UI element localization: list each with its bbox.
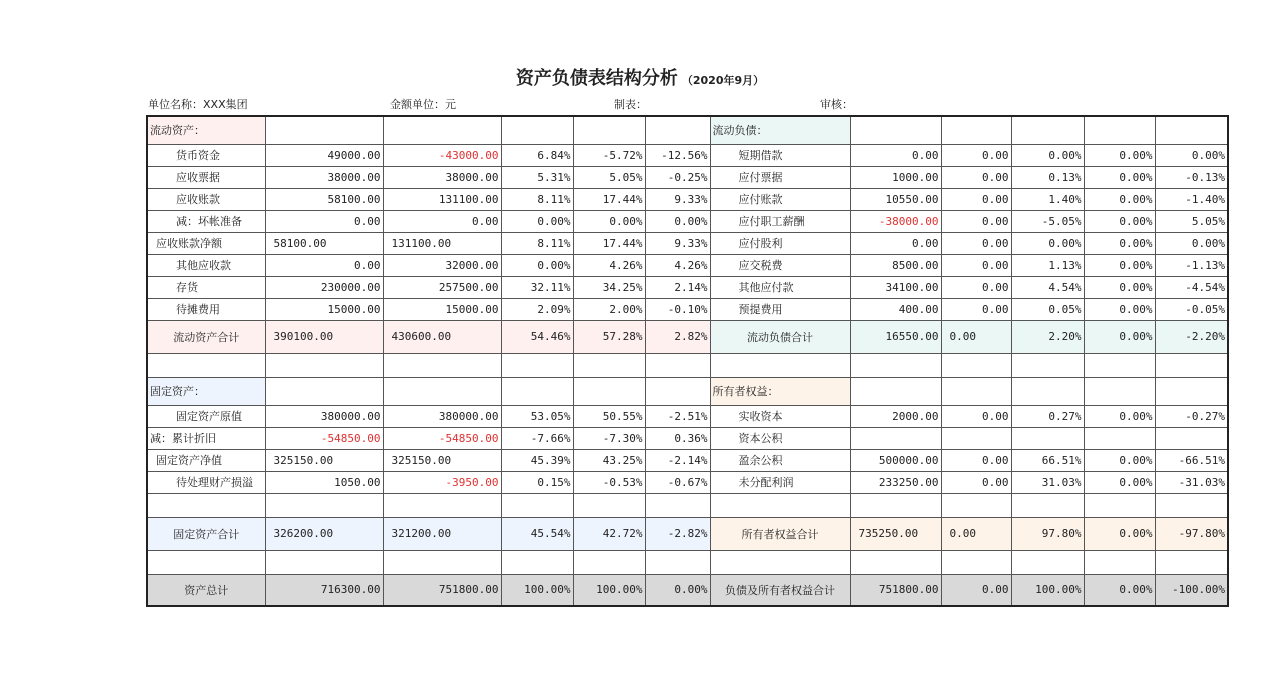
cell[interactable]: 应付票据 — [710, 166, 850, 188]
cell[interactable]: 0.00 — [941, 471, 1011, 493]
cell[interactable]: 325150.00 — [265, 449, 383, 471]
cell[interactable]: 流动资产合计 — [147, 320, 265, 353]
cell[interactable]: -4.54% — [1155, 276, 1228, 298]
cell[interactable]: 233250.00 — [850, 471, 941, 493]
table-row — [147, 254, 1228, 276]
cell[interactable]: 预提费用 — [710, 298, 850, 320]
cell[interactable]: 0.00% — [1084, 320, 1155, 353]
cell[interactable]: 16550.00 — [850, 320, 941, 353]
cell[interactable]: 6.84% — [501, 144, 573, 166]
cell[interactable]: 17.44% — [573, 188, 645, 210]
subtotal-row — [147, 320, 1228, 353]
blank-row — [147, 353, 1228, 377]
cell[interactable] — [383, 493, 501, 517]
cell[interactable]: 1050.00 — [265, 471, 383, 493]
grand-total-row — [147, 574, 1228, 606]
cell[interactable]: 0.15% — [501, 471, 573, 493]
audited-by: 审核： — [820, 98, 853, 111]
cell[interactable]: 固定资产： — [147, 377, 265, 405]
cell[interactable]: 380000.00 — [383, 405, 501, 427]
table-row — [147, 405, 1228, 427]
cell[interactable]: 应付账款 — [710, 188, 850, 210]
cell[interactable]: 735250.00 — [850, 517, 941, 550]
cell[interactable]: 500000.00 — [850, 449, 941, 471]
table-row — [147, 298, 1228, 320]
cell[interactable]: 42.72% — [573, 517, 645, 550]
cell[interactable]: 资本公积 — [710, 427, 850, 449]
cell[interactable]: 1000.00 — [850, 166, 941, 188]
cell[interactable] — [1084, 493, 1155, 517]
cell[interactable]: 58100.00 — [265, 188, 383, 210]
cell[interactable]: 固定资产原值 — [147, 405, 265, 427]
cell[interactable] — [850, 353, 941, 377]
cell[interactable]: 0.00% — [1084, 276, 1155, 298]
cell[interactable]: 34100.00 — [850, 276, 941, 298]
cell[interactable]: -2.14% — [645, 449, 710, 471]
cell[interactable]: -3950.00 — [383, 471, 501, 493]
cell[interactable]: 0.00 — [941, 298, 1011, 320]
cell[interactable]: -43000.00 — [383, 144, 501, 166]
cell[interactable] — [645, 377, 710, 405]
cell[interactable] — [1084, 427, 1155, 449]
company-name: 单位名称：XXX集团 — [148, 98, 248, 111]
cell[interactable]: 2.82% — [645, 320, 710, 353]
cell[interactable]: -97.80% — [1155, 517, 1228, 550]
cell[interactable] — [147, 550, 265, 574]
cell[interactable] — [1011, 427, 1084, 449]
cell[interactable]: -31.03% — [1155, 471, 1228, 493]
cell[interactable]: 0.00% — [1084, 188, 1155, 210]
cell[interactable]: 流动负债合计 — [710, 320, 850, 353]
cell[interactable]: 0.00% — [1084, 144, 1155, 166]
cell[interactable]: 0.13% — [1011, 166, 1084, 188]
cell[interactable]: 1.13% — [1011, 254, 1084, 276]
cell[interactable]: 待摊费用 — [147, 298, 265, 320]
blank-row — [147, 550, 1228, 574]
cell[interactable]: -2.82% — [645, 517, 710, 550]
cell[interactable]: 66.51% — [1011, 449, 1084, 471]
cell[interactable] — [147, 353, 265, 377]
cell[interactable]: 0.00 — [941, 320, 1011, 353]
cell[interactable]: 31.03% — [1011, 471, 1084, 493]
cell[interactable]: 430600.00 — [383, 320, 501, 353]
cell[interactable]: 45.54% — [501, 517, 573, 550]
cell[interactable]: -7.30% — [573, 427, 645, 449]
cell[interactable] — [850, 377, 941, 405]
cell[interactable]: 38000.00 — [383, 166, 501, 188]
cell[interactable]: -100.00% — [1155, 574, 1228, 606]
cell[interactable] — [1155, 427, 1228, 449]
cell[interactable]: 43.25% — [573, 449, 645, 471]
cell[interactable]: 1.40% — [1011, 188, 1084, 210]
cell[interactable]: 流动资产： — [147, 116, 265, 144]
table-row — [147, 232, 1228, 254]
cell[interactable]: 应收账款 — [147, 188, 265, 210]
cell[interactable] — [1084, 353, 1155, 377]
cell[interactable] — [1011, 116, 1084, 144]
cell[interactable]: 0.00 — [850, 232, 941, 254]
cell[interactable]: 58100.00 — [265, 232, 383, 254]
cell[interactable] — [645, 353, 710, 377]
cell[interactable]: 0.00% — [1084, 298, 1155, 320]
cell[interactable] — [850, 550, 941, 574]
cell[interactable]: 2.14% — [645, 276, 710, 298]
cell[interactable] — [383, 116, 501, 144]
cell[interactable] — [383, 550, 501, 574]
table-row — [147, 427, 1228, 449]
cell[interactable]: 4.26% — [645, 254, 710, 276]
cell[interactable]: 0.00% — [1155, 232, 1228, 254]
cell[interactable]: 0.00 — [941, 210, 1011, 232]
cell[interactable] — [1155, 377, 1228, 405]
cell[interactable] — [265, 550, 383, 574]
cell[interactable]: 50.55% — [573, 405, 645, 427]
cell[interactable]: 15000.00 — [265, 298, 383, 320]
cell[interactable]: 0.00 — [941, 166, 1011, 188]
cell[interactable]: 10550.00 — [850, 188, 941, 210]
cell[interactable]: 380000.00 — [265, 405, 383, 427]
cell[interactable]: 0.00 — [383, 210, 501, 232]
cell[interactable]: 17.44% — [573, 232, 645, 254]
cell[interactable]: 57.28% — [573, 320, 645, 353]
table-row — [147, 276, 1228, 298]
cell[interactable]: 8500.00 — [850, 254, 941, 276]
cell[interactable]: 326200.00 — [265, 517, 383, 550]
cell[interactable]: -2.20% — [1155, 320, 1228, 353]
cell[interactable]: 45.39% — [501, 449, 573, 471]
cell[interactable]: 所有者权益： — [710, 377, 850, 405]
cell[interactable]: 32.11% — [501, 276, 573, 298]
cell[interactable]: -0.10% — [645, 298, 710, 320]
cell[interactable] — [383, 353, 501, 377]
cell[interactable] — [1084, 377, 1155, 405]
cell[interactable] — [1011, 353, 1084, 377]
cell[interactable]: 5.31% — [501, 166, 573, 188]
cell[interactable]: -0.67% — [645, 471, 710, 493]
cell[interactable]: 15000.00 — [383, 298, 501, 320]
cell[interactable] — [850, 116, 941, 144]
cell[interactable] — [1155, 353, 1228, 377]
cell[interactable] — [850, 427, 941, 449]
cell[interactable]: 0.27% — [1011, 405, 1084, 427]
cell[interactable]: 货币资金 — [147, 144, 265, 166]
cell[interactable]: -0.53% — [573, 471, 645, 493]
cell[interactable] — [501, 353, 573, 377]
cell[interactable]: 应收账款净额 — [147, 232, 265, 254]
cell[interactable]: 流动负债： — [710, 116, 850, 144]
cell[interactable]: 固定资产合计 — [147, 517, 265, 550]
cell[interactable]: 所有者权益合计 — [710, 517, 850, 550]
cell[interactable]: 0.00 — [265, 254, 383, 276]
cell[interactable]: 751800.00 — [383, 574, 501, 606]
cell[interactable]: 0.00 — [941, 144, 1011, 166]
cell[interactable]: 0.00% — [1011, 144, 1084, 166]
cell[interactable]: 其他应付款 — [710, 276, 850, 298]
cell[interactable]: 400.00 — [850, 298, 941, 320]
table-row — [147, 188, 1228, 210]
section-header-row — [147, 116, 1228, 144]
cell[interactable]: 0.00% — [1084, 210, 1155, 232]
cell[interactable]: 0.00 — [941, 232, 1011, 254]
table-row — [147, 144, 1228, 166]
cell[interactable] — [1155, 493, 1228, 517]
table-row — [147, 449, 1228, 471]
cell[interactable]: 短期借款 — [710, 144, 850, 166]
cell[interactable] — [383, 377, 501, 405]
cell[interactable]: -54850.00 — [265, 427, 383, 449]
prepared-by: 制表： — [614, 98, 647, 111]
cell[interactable]: 390100.00 — [265, 320, 383, 353]
cell[interactable] — [1155, 116, 1228, 144]
cell[interactable]: 257500.00 — [383, 276, 501, 298]
cell[interactable]: 9.33% — [645, 232, 710, 254]
cell[interactable]: 存货 — [147, 276, 265, 298]
cell[interactable]: 0.00% — [1084, 254, 1155, 276]
cell[interactable] — [1011, 377, 1084, 405]
cell[interactable]: 0.00% — [1155, 144, 1228, 166]
cell[interactable]: 0.00 — [941, 254, 1011, 276]
cell[interactable]: 0.00% — [501, 254, 573, 276]
cell[interactable] — [941, 353, 1011, 377]
cell[interactable]: 减：坏帐准备 — [147, 210, 265, 232]
cell[interactable]: 5.05% — [1155, 210, 1228, 232]
cell[interactable]: 0.00 — [941, 188, 1011, 210]
cell[interactable] — [1084, 550, 1155, 574]
cell[interactable]: 230000.00 — [265, 276, 383, 298]
cell[interactable] — [147, 493, 265, 517]
cell[interactable] — [710, 550, 850, 574]
table-row — [147, 166, 1228, 188]
cell[interactable]: 100.00% — [1011, 574, 1084, 606]
cell[interactable]: -0.05% — [1155, 298, 1228, 320]
cell[interactable] — [501, 493, 573, 517]
cell[interactable]: 2.20% — [1011, 320, 1084, 353]
subtotal-row — [147, 517, 1228, 550]
cell[interactable] — [1011, 493, 1084, 517]
cell[interactable]: -2.51% — [645, 405, 710, 427]
cell[interactable] — [501, 116, 573, 144]
cell[interactable] — [710, 493, 850, 517]
cell[interactable]: 131100.00 — [383, 232, 501, 254]
cell[interactable]: 应交税费 — [710, 254, 850, 276]
cell[interactable]: -5.05% — [1011, 210, 1084, 232]
cell[interactable]: 100.00% — [501, 574, 573, 606]
cell[interactable]: 9.33% — [645, 188, 710, 210]
cell[interactable]: 32000.00 — [383, 254, 501, 276]
cell[interactable]: 34.25% — [573, 276, 645, 298]
cell[interactable]: 2.00% — [573, 298, 645, 320]
cell[interactable]: 0.05% — [1011, 298, 1084, 320]
cell[interactable]: 325150.00 — [383, 449, 501, 471]
cell[interactable] — [1011, 550, 1084, 574]
cell[interactable] — [573, 493, 645, 517]
cell[interactable]: 0.00 — [850, 144, 941, 166]
cell[interactable] — [573, 550, 645, 574]
cell[interactable]: 2000.00 — [850, 405, 941, 427]
cell[interactable]: 0.00% — [1084, 574, 1155, 606]
cell[interactable]: 49000.00 — [265, 144, 383, 166]
cell[interactable]: -7.66% — [501, 427, 573, 449]
cell[interactable] — [941, 116, 1011, 144]
cell[interactable]: 实收资本 — [710, 405, 850, 427]
cell[interactable]: 5.05% — [573, 166, 645, 188]
cell[interactable] — [941, 427, 1011, 449]
cell[interactable]: 0.00% — [1084, 232, 1155, 254]
cell[interactable]: 待处理财产损溢 — [147, 471, 265, 493]
cell[interactable]: -12.56% — [645, 144, 710, 166]
cell[interactable]: 负债及所有者权益合计 — [710, 574, 850, 606]
cell[interactable] — [265, 377, 383, 405]
cell[interactable] — [265, 116, 383, 144]
cell[interactable]: 0.00% — [1084, 166, 1155, 188]
cell[interactable]: 0.00% — [501, 210, 573, 232]
cell[interactable] — [645, 116, 710, 144]
cell[interactable]: 100.00% — [573, 574, 645, 606]
cell[interactable]: 131100.00 — [383, 188, 501, 210]
cell[interactable]: 716300.00 — [265, 574, 383, 606]
cell[interactable]: 未分配利润 — [710, 471, 850, 493]
cell[interactable]: 2.09% — [501, 298, 573, 320]
cell[interactable]: 321200.00 — [383, 517, 501, 550]
cell[interactable]: 97.80% — [1011, 517, 1084, 550]
cell[interactable]: 54.46% — [501, 320, 573, 353]
cell[interactable]: 751800.00 — [850, 574, 941, 606]
cell[interactable] — [941, 550, 1011, 574]
currency-unit: 金额单位：元 — [390, 98, 456, 111]
cell[interactable]: -54850.00 — [383, 427, 501, 449]
cell[interactable]: 0.00 — [941, 517, 1011, 550]
cell[interactable] — [573, 377, 645, 405]
cell[interactable]: 4.54% — [1011, 276, 1084, 298]
balance-sheet-table — [146, 115, 1229, 607]
cell[interactable]: 0.00% — [1084, 449, 1155, 471]
cell[interactable] — [573, 116, 645, 144]
cell[interactable] — [1155, 550, 1228, 574]
cell[interactable]: 应收票据 — [147, 166, 265, 188]
blank-row — [147, 493, 1228, 517]
cell[interactable] — [850, 493, 941, 517]
cell[interactable]: 0.00 — [941, 449, 1011, 471]
cell[interactable]: 8.11% — [501, 232, 573, 254]
cell[interactable]: -0.27% — [1155, 405, 1228, 427]
cell[interactable] — [645, 493, 710, 517]
cell[interactable]: -0.13% — [1155, 166, 1228, 188]
cell[interactable] — [265, 353, 383, 377]
cell[interactable] — [941, 493, 1011, 517]
cell[interactable] — [1084, 116, 1155, 144]
cell[interactable]: 固定资产净值 — [147, 449, 265, 471]
cell[interactable]: 应付职工薪酬 — [710, 210, 850, 232]
cell[interactable]: 0.00% — [1084, 471, 1155, 493]
cell[interactable]: 应付股利 — [710, 232, 850, 254]
cell[interactable] — [265, 493, 383, 517]
table-row — [147, 210, 1228, 232]
cell[interactable]: 0.00 — [941, 276, 1011, 298]
report-title-period: （2020年9月） — [681, 74, 765, 87]
cell[interactable]: 0.36% — [645, 427, 710, 449]
cell[interactable]: 0.00% — [1084, 405, 1155, 427]
cell[interactable] — [501, 550, 573, 574]
cell[interactable]: 减：累计折旧 — [147, 427, 265, 449]
cell[interactable]: 0.00% — [645, 210, 710, 232]
cell[interactable]: 4.26% — [573, 254, 645, 276]
cell[interactable]: 其他应收款 — [147, 254, 265, 276]
cell[interactable] — [645, 550, 710, 574]
cell[interactable]: -5.72% — [573, 144, 645, 166]
cell[interactable]: 盈余公积 — [710, 449, 850, 471]
cell[interactable]: 0.00 — [941, 574, 1011, 606]
cell[interactable]: 0.00% — [645, 574, 710, 606]
cell[interactable]: 0.00 — [941, 405, 1011, 427]
cell[interactable]: 38000.00 — [265, 166, 383, 188]
cell[interactable] — [573, 353, 645, 377]
cell[interactable]: -1.13% — [1155, 254, 1228, 276]
cell[interactable]: 8.11% — [501, 188, 573, 210]
cell[interactable]: -38000.00 — [850, 210, 941, 232]
cell[interactable]: -1.40% — [1155, 188, 1228, 210]
cell[interactable]: 53.05% — [501, 405, 573, 427]
cell[interactable]: 0.00% — [1011, 232, 1084, 254]
cell[interactable]: 资产总计 — [147, 574, 265, 606]
report-title-main: 资产负债表结构分析 — [515, 68, 678, 89]
table-row — [147, 471, 1228, 493]
section-header-row — [147, 377, 1228, 405]
cell[interactable]: -0.25% — [645, 166, 710, 188]
cell[interactable] — [710, 353, 850, 377]
cell[interactable]: 0.00 — [265, 210, 383, 232]
cell[interactable]: 0.00% — [1084, 517, 1155, 550]
cell[interactable]: -66.51% — [1155, 449, 1228, 471]
cell[interactable] — [941, 377, 1011, 405]
cell[interactable]: 0.00% — [573, 210, 645, 232]
report-title — [0, 64, 1280, 90]
cell[interactable] — [501, 377, 573, 405]
